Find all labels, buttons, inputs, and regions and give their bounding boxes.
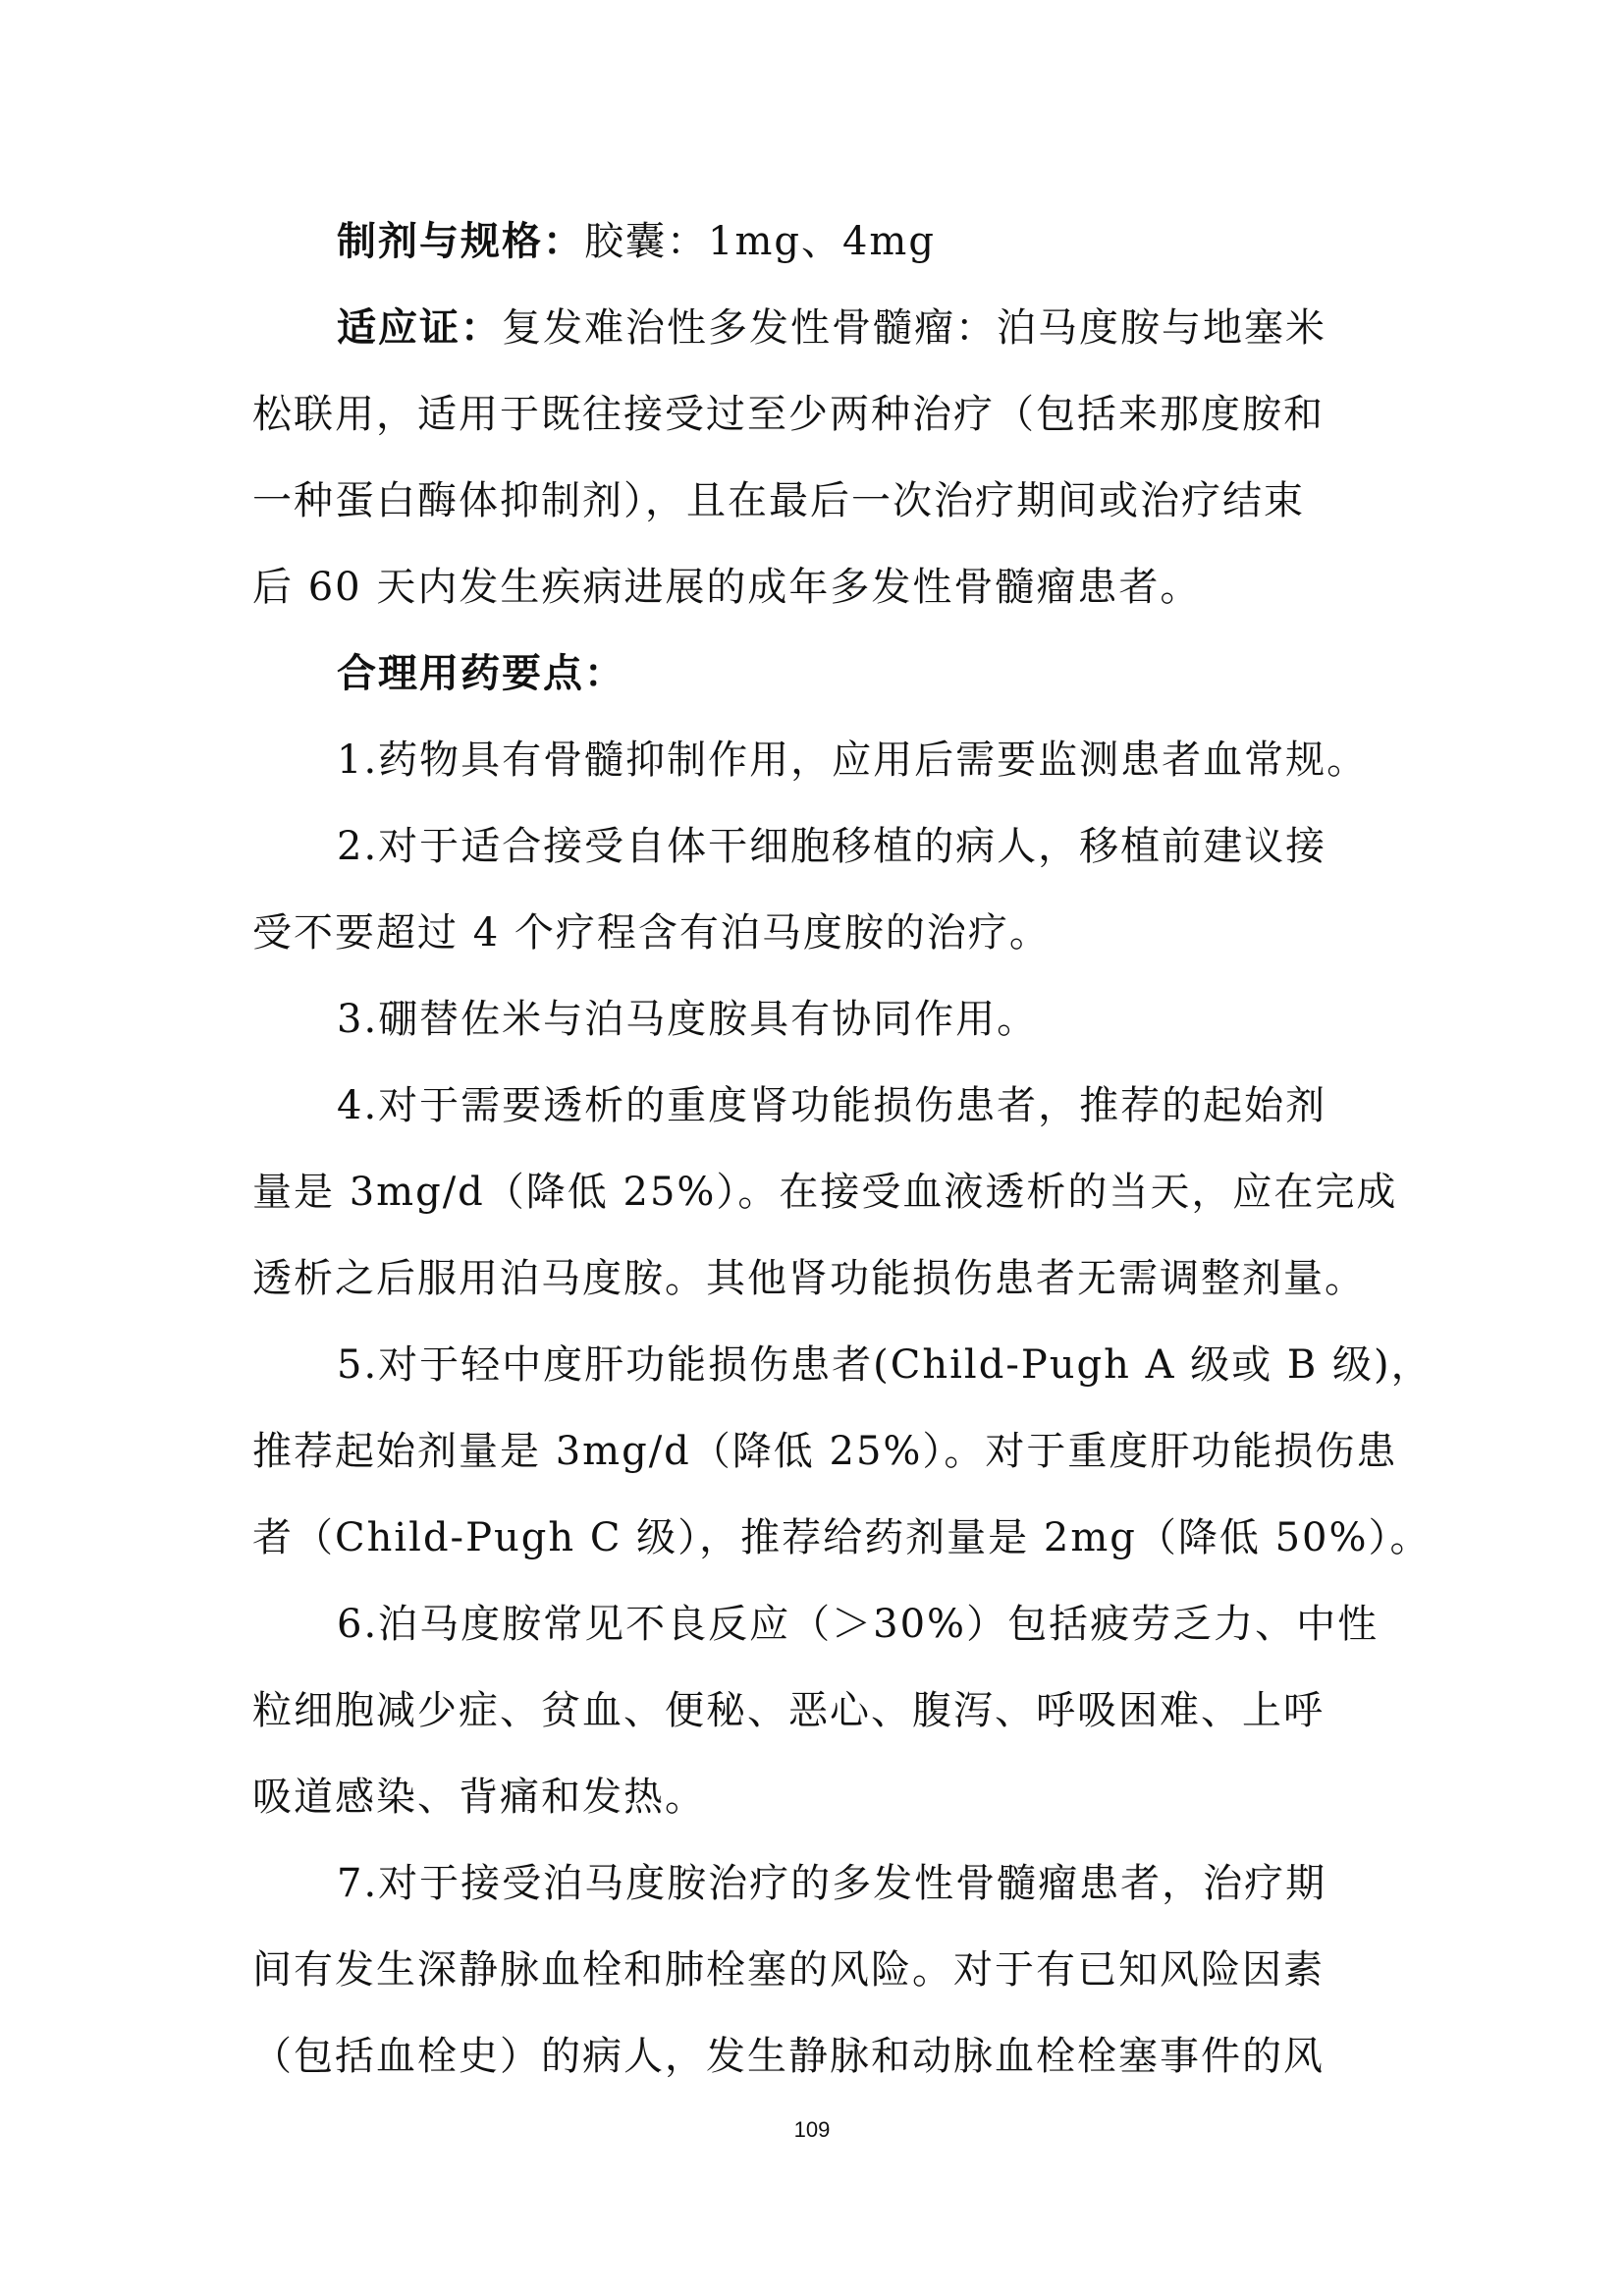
point-3-line-1: 3.硼替佐米与泊马度胺具有协同作用。 [337,997,1039,1042]
indication-line-4: 后 60 天内发生疾病进展的成年多发性骨髓瘤患者。 [252,565,1202,610]
indication-line-2: 松联用，适用于既往接受过至少两种治疗（包括来那度胺和 [252,392,1325,437]
point-7-line-1: 7.对于接受泊马度胺治疗的多发性骨髓瘤患者，治疗期 [337,1861,1327,1906]
point-4-line-3: 透析之后服用泊马度胺。其他肾功能损伤患者无需调整剂量。 [252,1256,1366,1301]
point-4-line-1: 4.对于需要透析的重度肾功能损伤患者，推荐的起始剂 [337,1083,1327,1128]
formulation-text: 胶囊：1mg、4mg [584,219,936,264]
page-number: 109 [793,2117,831,2142]
point-7-line-3: （包括血栓史）的病人，发生静脉和动脉血栓栓塞事件的风 [252,2034,1325,2079]
point-7-line-2: 间有发生深静脉血栓和肺栓塞的风险。对于有已知风险因素 [252,1947,1325,1993]
point-2-line-2: 受不要超过 4 个疗程含有泊马度胺的治疗。 [252,910,1051,956]
key-points-heading: 合理用药要点： [337,651,625,696]
point-5-line-1: 5.对于轻中度肝功能损伤患者(Child-Pugh A 级或 B 级)， [337,1342,1433,1388]
point-5-line-3: 者（Child-Pugh C 级），推荐给药剂量是 2mg（降低 50%）。 [252,1515,1432,1560]
formulation-heading: 制剂与规格： [337,219,584,264]
indication-heading: 适应证： [337,305,502,351]
point-4-line-2: 量是 3mg/d（降低 25%）。在接受血液透析的当天，应在完成 [252,1170,1398,1215]
formulation-line [0,218,1624,265]
indication-text-1: 复发难治性多发性骨髓瘤：泊马度胺与地塞米 [502,305,1326,351]
point-5-line-2: 推荐起始剂量是 3mg/d（降低 25%）。对于重度肝功能损伤患 [252,1429,1398,1474]
point-6-line-3: 吸道感染、背痛和发热。 [252,1775,706,1820]
point-1-line-1: 1.药物具有骨髓抑制作用，应用后需要监测患者血常规。 [337,738,1369,783]
point-2-line-1: 2.对于适合接受自体干细胞移植的病人，移植前建议接 [337,824,1327,869]
indication-line-3: 一种蛋白酶体抑制剂），且在最后一次治疗期间或治疗结束 [252,478,1305,523]
point-6-line-2: 粒细胞减少症、贫血、便秘、恶心、腹泻、呼吸困难、上呼 [252,1688,1325,1733]
point-6-line-1: 6.泊马度胺常见不良反应（＞30%）包括疲劳乏力、中性 [337,1602,1380,1647]
indication-line-1 [0,304,1624,352]
